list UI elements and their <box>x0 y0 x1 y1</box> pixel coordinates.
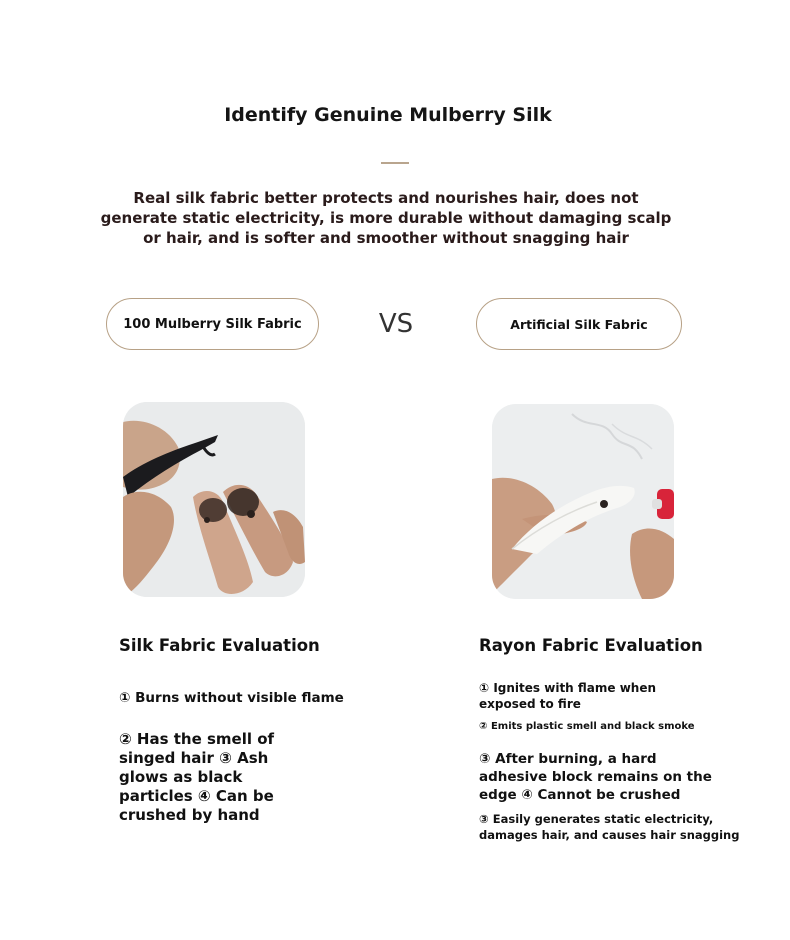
page-subtitle: Real silk fabric better protects and nourishes hair, does not generate static electricity, is more durable without damaging scalp or hair, and is softer and smoother without snagging hair <box>100 189 672 247</box>
burning-rayon-with-lighter-photo <box>492 404 674 599</box>
rayon-point-3: ③ After burning, a hard adhesive block remains on the edge ④ Cannot be crushed <box>479 751 712 803</box>
artificial-silk-label <box>476 298 682 350</box>
burnt-silk-ash-on-fingers-photo <box>123 402 305 597</box>
rayon-point-2: ② Emits plastic smell and black smoke <box>479 721 695 732</box>
rayon-evaluation-title: Rayon Fabric Evaluation <box>479 636 703 655</box>
mulberry-silk-label-text: 100 Mulberry Silk Fabric <box>123 316 302 332</box>
title-divider <box>381 162 409 164</box>
vs-label: VS <box>378 309 414 339</box>
mulberry-silk-label <box>106 298 319 350</box>
silk-point-1: ① Burns without visible flame <box>119 690 344 706</box>
rayon-point-4: ③ Easily generates static electricity, damages hair, and causes hair snagging <box>479 812 740 842</box>
artificial-silk-label-text: Artificial Silk Fabric <box>510 316 648 332</box>
rayon-point-1: ① Ignites with flame when exposed to fire <box>479 681 657 711</box>
silk-point-2: ② Has the smell of singed hair ③ Ash glows as black particles ④ Can be crushed by hand <box>119 730 275 824</box>
silk-evaluation-title: Silk Fabric Evaluation <box>119 636 320 655</box>
page-title: Identify Genuine Mulberry Silk <box>224 104 552 126</box>
